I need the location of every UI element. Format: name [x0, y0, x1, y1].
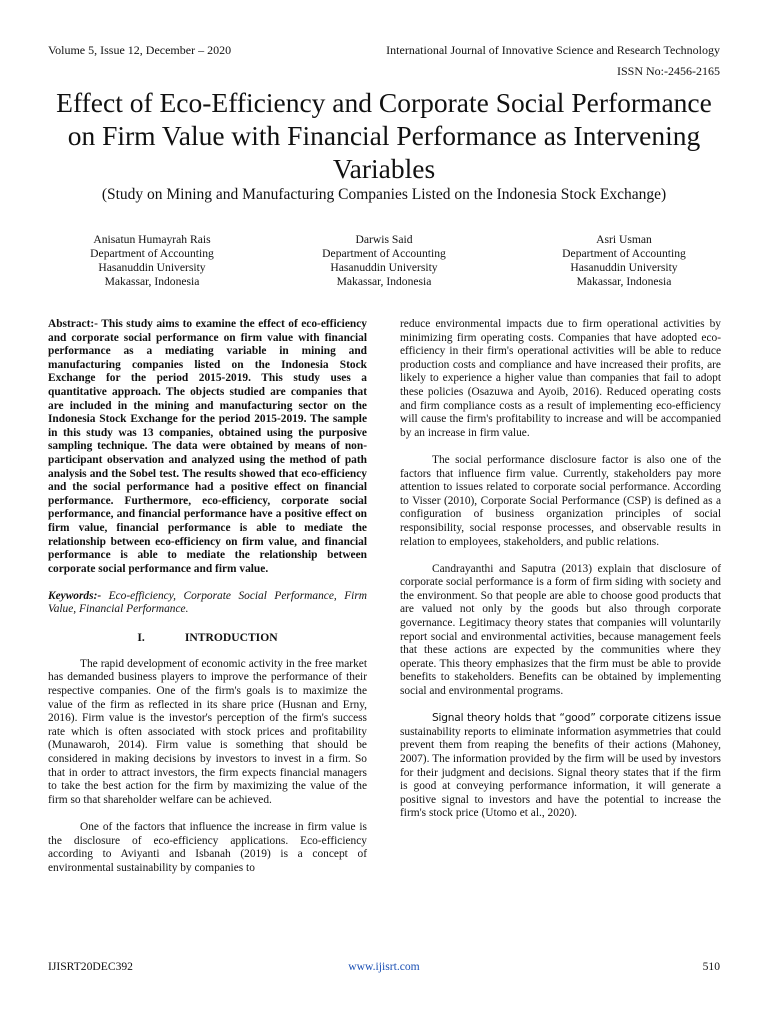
page-number: 510 — [702, 960, 720, 973]
intro-paragraph-1: The rapid development of economic activity in the free market has demanded business players to improve the performance of their respective companies. One of the firm's goals is to maximize the value of the firm as reflected in its share price (Husnan and Erny, 2016). Firm value is the investor's perception of the firm's success rate which is often associated with stock prices and profitability (Munawaroh, 2014). Firm value is something that should be considered in making decisions by investors to invest in a firm. So that in order to attract investors, the firm expects financial managers to take the best action for the firm by maximizing the value of the firm so that shareholder welfare can be achieved. — [48, 657, 367, 806]
signal-lead: Signal theory holds that “good” corporate citizens issue — [432, 712, 721, 725]
right-paragraph-2: The social performance disclosure factor is also one of the factors that influence firm value. Currently, stakeholders pay more attention to issues related to corporate social performance. According to Visser (2010), Corporate Social Performance (CSP) is defined as a configuration of business organization principles of social responsibility, social response processes, and observable results in relation to employees, stakeholders, and public relations. — [400, 453, 721, 548]
author-univ: Hasanuddin University — [98, 261, 206, 274]
right-column — [400, 318, 721, 835]
left-column — [48, 318, 367, 889]
author-dept: Department of Accounting — [90, 247, 214, 260]
paper-code: IJISRT20DEC392 — [48, 960, 133, 973]
author-univ: Hasanuddin University — [330, 261, 438, 274]
right-paragraph-3: Candrayanthi and Saputra (2013) explain that disclosure of corporate social performance is a form of firm siding with society and the environment. So that people are able to choose good products that are valued not only by the goods but also through corporate governance. Legitimacy theory states that companies will voluntarily report social and environmental activities, because management feels that these actions are expected by the communities where they operate. This theory emphasizes that the firm must be able to provide benefits to stakeholders. Benefits can be obtained by implementing social and environmental programs. — [400, 562, 721, 698]
author-dept: Department of Accounting — [562, 247, 686, 260]
abstract — [48, 318, 367, 576]
journal-name: International Journal of Innovative Science and Research Technology — [386, 43, 720, 57]
author-2 — [274, 233, 494, 289]
issn: ISSN No:-2456-2165 — [616, 64, 720, 78]
keywords-text: Eco-efficiency, Corporate Social Performance, Firm Value, Financial Performance. — [48, 589, 367, 616]
author-city: Makassar, Indonesia — [576, 275, 672, 288]
keywords — [48, 590, 367, 617]
signal-paragraph — [400, 712, 721, 821]
volume-issue: Volume 5, Issue 12, December – 2020 — [48, 43, 232, 57]
intro-paragraph-2: One of the factors that influence the increase in firm value is the disclosure of eco-efficiency applications. Eco-efficiency according to Aviyanti and Isbanah (2019) is a concept of environmental sustainability by companies to — [48, 820, 367, 874]
paper-title: Effect of Eco-Efficiency and Corporate Social Performance on Firm Value with Financial Performance as Intervening Variables — [56, 87, 712, 184]
author-univ: Hasanuddin University — [570, 261, 678, 274]
right-paragraph-1: reduce environmental impacts due to firm operational activities by minimizing firm operating costs. Companies that have adopted eco-efficiency in their firm's operational activities will be able to reduce production costs and compliance and have increased their profits, are likely to experience a higher value than companies that fail to adopt these policies (Osazuwa and Ayoib, 2016). Reduced operating costs and firm compliance costs as a result of implementing eco-efficiency will cause the firm's profitability to increase and will be accompanied by an increase in firm value. — [400, 318, 721, 439]
keywords-label: Keywords:- — [48, 589, 102, 602]
author-1 — [42, 233, 262, 289]
author-city: Makassar, Indonesia — [104, 275, 200, 288]
section-number: I. — [137, 630, 145, 644]
journal-url-link[interactable]: www.ijisrt.com — [348, 960, 420, 973]
section-title: INTRODUCTION — [184, 630, 278, 644]
abstract-label: Abstract:- — [48, 318, 98, 330]
author-name: Darwis Said — [355, 233, 413, 246]
author-city: Makassar, Indonesia — [336, 275, 432, 288]
author-dept: Department of Accounting — [322, 247, 446, 260]
section-heading — [48, 631, 367, 645]
author-3 — [514, 233, 734, 289]
paper-subtitle: (Study on Mining and Manufacturing Companies Listed on the Indonesia Stock Exchange) — [101, 186, 667, 203]
signal-text: sustainability reports to eliminate information asymmetries that could prevent them from reaping the benefits of their actions (Mahoney, 2007). The information provided by the firm will be used by investors for their judgment and decisions. Signal theory states that if the firm is good at conveying performance information, it will generate a positive signal to investors and have the potential to increase the firm's stock price (Utomo et al., 2020). — [400, 725, 721, 820]
abstract-text: This study aims to examine the effect of eco-efficiency and corporate social performance on firm value with financial performance as a mediating variable in mining and manufacturing companies listed on the Indonesia Stock Exchange for the period 2015-2019. This study uses a quantitative approach. The objects studied are companies that are included in the mining and manufacturing sector on the Indonesia Stock Exchange for the period 2015-2019. The sample in this study was 13 companies, obtained using the purposive sampling technique. The data were obtained by means of non-participant observation and analyzed using the method of path analysis and the Sobel test. The results showed that eco-efficiency and the social performance had a positive effect on financial performance. Furthermore, eco-efficiency, corporate social performance, and financial performance have a positive effect on firm value, financial performance is able to mediate the relationship between eco-efficiency on firm value, and financial performance is able to mediate the relationship between corporate social performance and firm value. — [48, 318, 367, 575]
author-name: Asri Usman — [596, 233, 652, 246]
author-name: Anisatun Humayrah Rais — [93, 233, 211, 246]
